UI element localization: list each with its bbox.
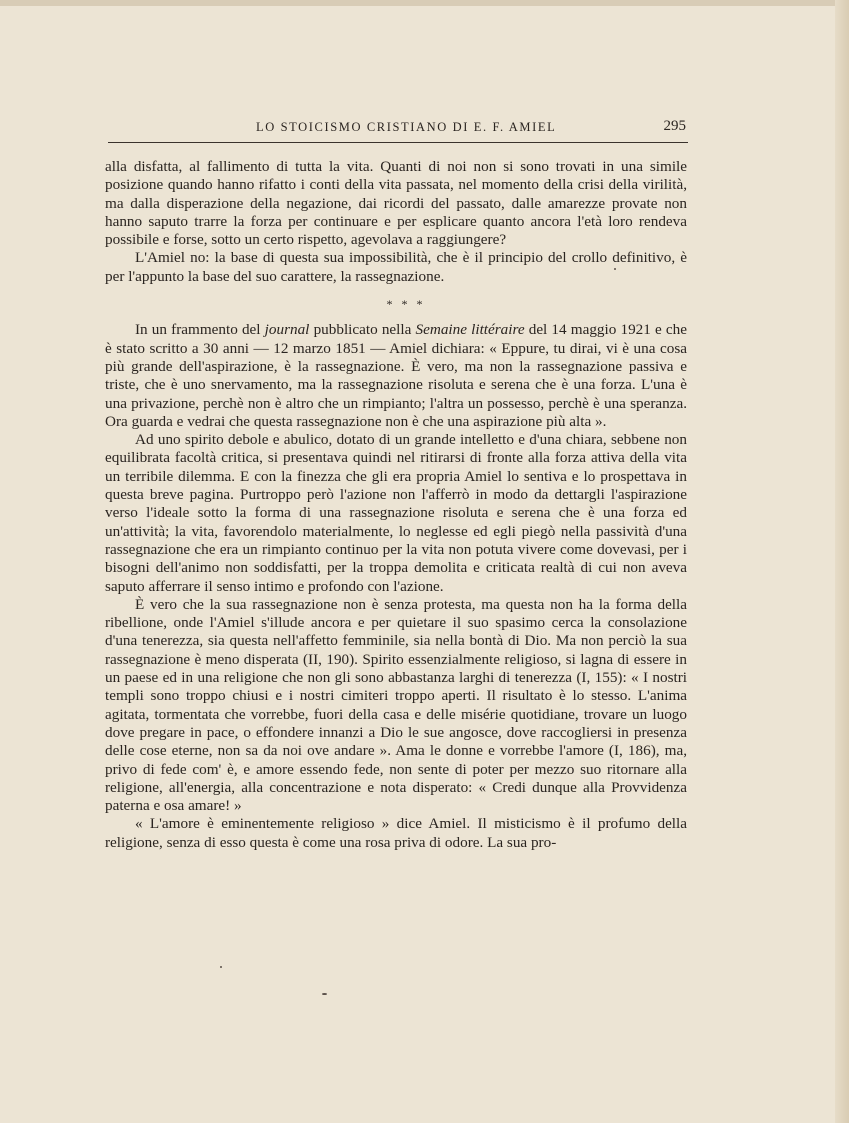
page-right-edge (835, 0, 849, 1123)
paragraph-3 (105, 321, 687, 431)
paragraph-5: È vero che la sua rassegnazione non è senza protesta, ma questa non ha la forma della ribellione, onde l'Amiel s'illude ancora e per quietare il suo spasimo cerca la consolazione d'una tenerezza, sia questa nell'affetto femminile, sia nella bontà di Dio. Ma non perciò la sua rassegnazione è meno disperata (II, 190). Spirito essenzialmente religioso, si lagna di essere in un paese ed in una religione che non gli sono abbastanza larghi di tenerezza (I, 155): « I nostri templi sono troppo chiusi e i nostri cimiteri troppo aperti. Il risultato è lo stesso. L'anima agitata, tormentata che vorrebbe, fuori della casa e delle misérie quotidiane, trovare un luogo dove pregare in pace, o effondere innanzi a Dio le sue angosce, dove raccogliersi in presenza delle cose eterne, non sa da noi ove andare ». Ama le donne e vorrebbe l'amore (I, 186), ma, privo di fede com' è, e amore essendo fede, non sente di poter per mezzo suo ritornare alla religione, all'energia, alla concentrazione e nota disperato: « Credi dunque alla Provvidenza paterna e osa amare! » (105, 595, 687, 815)
page-top-edge (0, 0, 849, 6)
page-number: 295 (663, 118, 686, 134)
paragraph-3-text-b: pubblicato nella (309, 321, 416, 339)
running-title: LO STOICISMO CRISTIANO DI E. F. AMIEL (256, 120, 557, 134)
journal-title: journal (264, 321, 310, 339)
paragraph-1: alla disfatta, al fallimento di tutta la vita. Quanti di noi non si sono trovati in una simile posizione quando hanno rifatto i conti della vita passata, nel momento della crisi della virilità, ma dalla disperazione della negazione, dai ricordi del passato, dalle amarezze provate non hanno saputo trarre la forza per continuare e per esplicare quanto ancora l'età loro rendeva possibile e forse, sotto un certo rispetto, agevolava a raggiungere? (105, 158, 687, 249)
page-header (108, 118, 688, 143)
paragraph-2: L'Amiel no: la base di questa sua impossibilità, che è il principio del crollo definitivo, è per l'appunto la base del suo carattere, la rassegnazione. (105, 249, 687, 285)
section-separator: * * * (386, 297, 426, 312)
paragraph-3-text-c: del 14 maggio 1921 e che è stato scritto a 30 anni — 12 marzo 1851 — Amiel dichiara: « Eppure, tu dirai, vi è una cosa più grande dell'aspirazione, è la rassegnazione. È vero, ma non la rassegnazione passiva e triste, che è uno snervamento, ma la rassegnazione risoluta e serena che è una forza. L'una è una privazione, perchè non è altro che un rimpianto; l'altra un possesso, perchè è una speranza. Ora guarda e vedrai che questa rassegnazione non è che una aspirazione più alta ». (105, 321, 688, 430)
body-text (105, 158, 687, 852)
paragraph-4: Ad uno spirito debole e abulico, dotato di un grande intelletto e d'una chiara, sebbene non equilibrata facoltà critica, si presentava quindi nel ritirarsi di fronte alla forza attiva della vita un terribile dilemma. E con la finezza che gli era propria Amiel lo sentiva e lo prospettava in questa breve pagina. Purtroppo però l'azione non l'afferrò in modo da dettargli l'aspirazione verso l'ideale sotto la forma di una rassegnazione risoluta e serena che è una forza ed un'attività; la vita, favorendolo materialmente, lo neglesse ed egli piegò nella passività d'una rassegnazione che era un rimpianto continuo per la vita non potuta vivere come dovevasi, per i bisogni dell'animo non soddisfatti, per la troppa demolita e criticata realtà di cui non aveva saputo afferrare il senso intimo e profondo con l'azione. (105, 431, 687, 595)
semaine-title: Semaine littéraire (415, 321, 525, 339)
paragraph-3-text-a: In un frammento del (135, 321, 265, 339)
paragraph-6: « L'amore è eminentemente religioso » dice Amiel. Il misticismo è il profumo della religione, senza di esso questa è come una rosa priva di odore. La sua pro- (105, 815, 687, 851)
